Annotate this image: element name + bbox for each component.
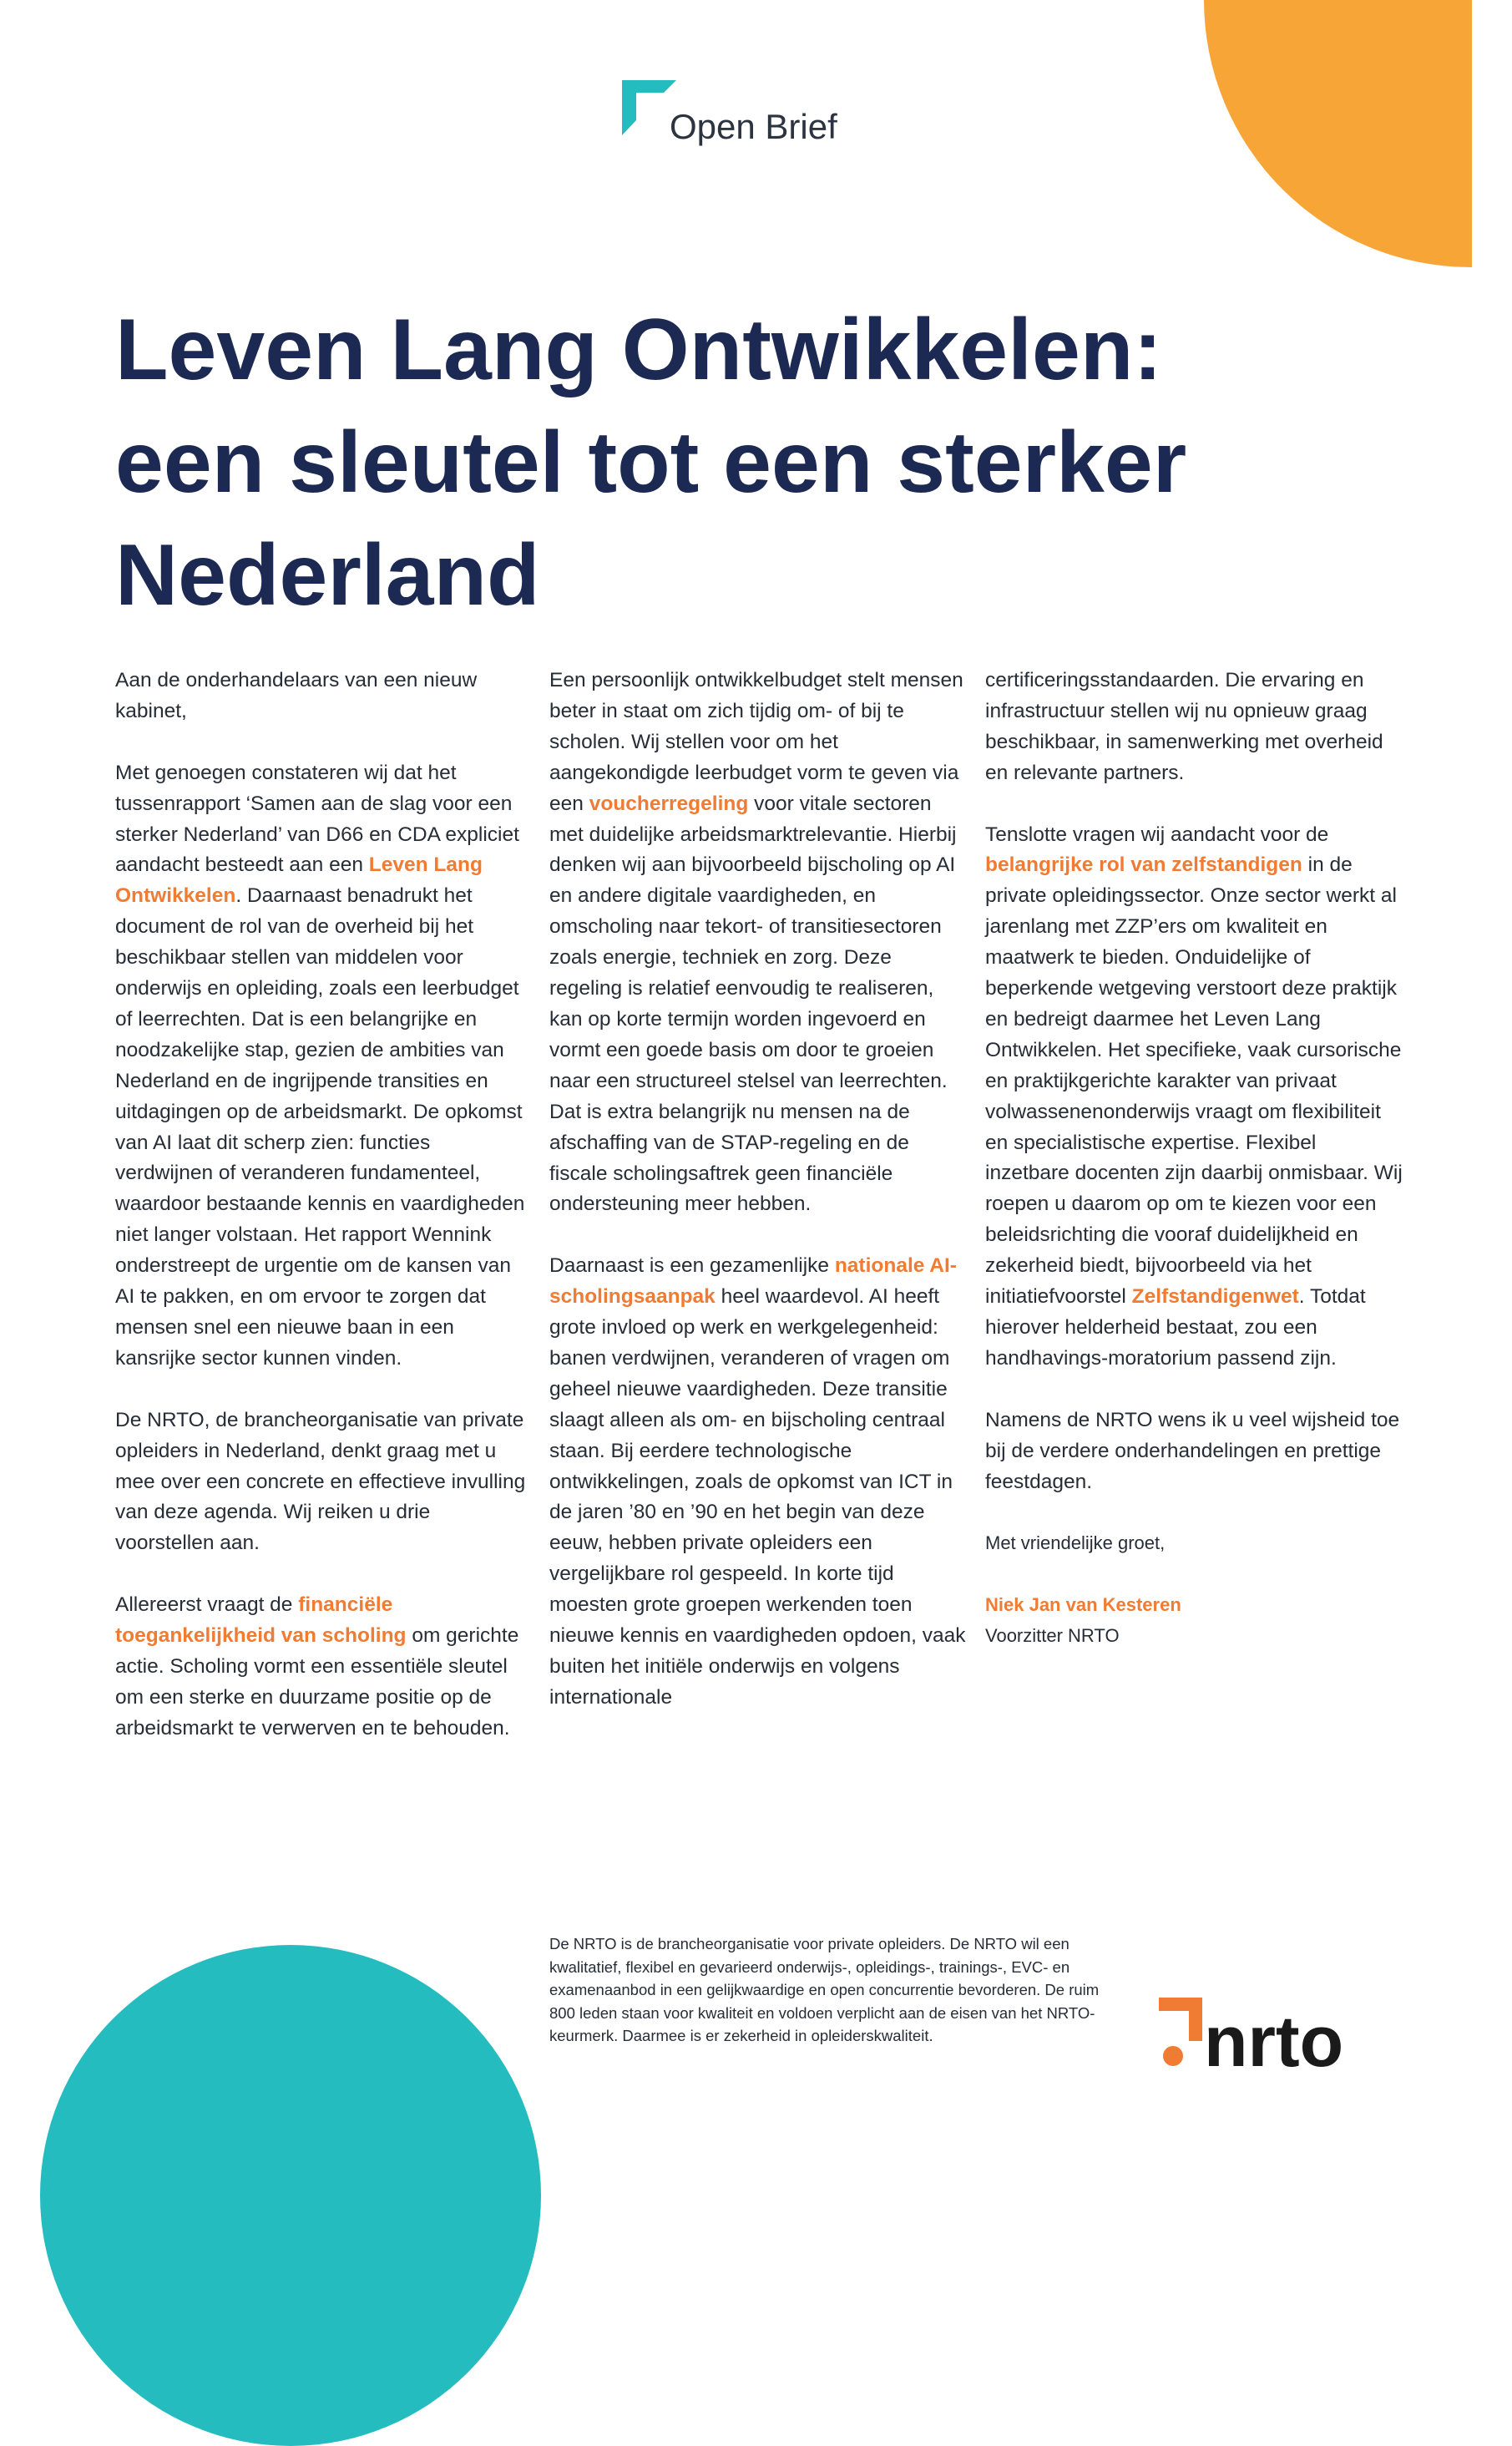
paragraph-text: in de private opleidingssector. Onze sector werkt al jarenlang met ZZP’ers om kwaliteit en maatwerk te bieden. Onduidelijke of beperkende wetgeving verstoort deze praktijk en bedreigt daarmee het Leven Lang Ontwikkelen. Het specifieke, vaak cursorische en praktijkgerichte karakter van privaat volwassenenonderwijs vraagt om flexibiliteit en specialistische expertise. Flexibel inzetbare docenten zijn daarbij onmisbaar. Wij roepen u daarom op om te kiezen voor een beleidsrichting die vooraf duidelijkheid en zekerheid biedt, bijvoorbeeld via het initiatiefvoorstel [985,853,1403,1309]
open-brief-logo-icon [622,80,676,135]
logo-dot-icon [1163,2046,1183,2066]
paragraph-text: Daarnaast is een gezamenlijke [549,1254,830,1278]
paragraph-text: Met genoegen constateren wij dat het tussenrapport ‘Samen aan de slag voor een sterker Nederland’ van D66 en CDA expliciet aandacht besteedt aan een [115,761,519,877]
paragraph-text: Allereerst vraagt de [115,1593,293,1617]
highlight-zelfstandigen: belangrijke rol van zelfstandigen [985,853,1302,877]
logo-corner-icon [1159,1998,1202,2041]
page-title [115,294,1418,632]
title-line-2: een sleutel tot een sterker [115,414,1187,511]
highlight-ai-scholingsaanpak: nationale AI-scholingsaanpak [549,1254,957,1309]
title-line-3: Nederland [115,527,540,624]
orange-circle-decoration [1204,0,1512,267]
paragraph-text: Tenslotte vragen wij aandacht voor de [985,823,1329,846]
highlight-voucherregeling: voucherregeling [589,792,749,815]
highlight-financiele-toegankelijkheid: financiële toegankelijkheid van scholing [115,1593,407,1648]
highlight-leven-lang-ontwikkelen: Leven Lang Ontwikkelen [115,853,483,908]
open-brief-label: Open Brief [670,107,837,146]
paragraph-text: heel waardevol. AI heeft grote invloed op werk en werkgelegenheid: banen verdwijnen, veranderen of vragen om geheel nieuwe vaardigheden. Deze transitie slaagt alleen als om- en bijscholing centraal staan. Bij eerdere technologische ontwikkelingen, zoals de opkomst van ICT in de jaren ’80 en ’90 en het begin van deze eeuw, hebben private opleiders een vergelijkbare rol gespeeld. In korte tijd moesten grote groepen werkenden toen nieuwe kennis en vaardigheden opdoen, vaak buiten het initiële onderwijs en volgens internationale [549,1285,966,1709]
paragraph-nrto: De NRTO, de brancheorganisatie van private opleiders in Nederland, denkt graag met u mee over een concrete en effectieve invulling van deze agenda. Wij reiken u drie voorstellen aan. [115,1408,526,1555]
logo-wordmark: nrto [1204,2002,1344,2073]
paragraph-wishes: Namens de NRTO wens ik u veel wijsheid toe bij de verdere onderhandelingen en prettige feestdagen. [985,1408,1400,1493]
paragraph-text: . Totdat hierover helderheid bestaat, zou een handhavings-moratorium passend zijn. [985,1285,1366,1370]
highlight-zelfstandigenwet: Zelfstandigenwet [1131,1285,1299,1309]
paragraph-text: . Daarnaast benadrukt het document de rol van de overheid bij het beschikbaar stellen van middelen voor onderwijs en opleiding, zoals een leerbudget of leerrechten. Dat is een belangrijke en noodzakelijke stap, gezien de ambities van Nederland en de ingrijpende transities en uitdagingen op de arbeidsmarkt. De opkomst van AI laat dit scherp zien: functies verdwijnen of veranderen fundamenteel, waardoor bestaande kennis en vaardigheden niet langer volstaan. Het rapport Wennink onderstreept de urgentie om de kansen van AI te pakken, en om ervoor te zorgen dat mensen snel een nieuwe baan in een kansrijke sector kunnen vinden. [115,884,525,1370]
paragraph-budget [549,666,967,1220]
signer-role: Voorzitter NRTO [985,1625,1120,1647]
paragraph-intro [115,758,533,1375]
letter-column-3 [985,666,1403,1652]
paragraph-certificering: certificeringsstandaarden. Die ervaring en infrastructuur stellen wij nu opnieuw graag beschikbaar, in samenwerking met overheid en relevante partners. [985,669,1383,784]
title-line-1: Leven Lang Ontwikkelen: [115,301,1163,398]
paragraph-proposal-1 [115,1590,533,1745]
signer-name: Niek Jan van Kesteren [985,1594,1181,1616]
closing-greeting: Met vriendelijke groet, [985,1532,1166,1554]
nrto-logo [1159,1998,1401,2073]
paragraph-text: Een persoonlijk ontwikkelbudget stelt mensen beter in staat om zich tijdig om- of bij te scholen. Wij stellen voor om het aangekondigde leerbudget vorm te geven via een [549,669,963,815]
salutation: Aan de onderhandelaars van een nieuw kabinet, [115,669,478,722]
paragraph-proposal-2 [549,1251,967,1714]
teal-circle-decoration [40,1945,541,2446]
paragraph-text: om gerichte actie. Scholing vormt een essentiële sleutel om een sterke en duurzame positie op de arbeidsmarkt te verwerven en te behouden. [115,1624,519,1740]
letter-column-2 [549,666,967,1745]
paragraph-proposal-3 [985,820,1403,1375]
footer-about-nrto: De NRTO is de brancheorganisatie voor private opleiders. De NRTO wil een kwalitatief, flexibel en gevarieerd onderwijs-, opleidings-, trainings-, EVC- en examenaanbod in een gelijkwaardige en open concurrentie bevorderen. De ruim 800 leden staan voor kwaliteit en voldoen verplicht aan de eisen van het NRTO-keurmerk. Daarmee is er zekerheid in opleiderskwaliteit. [549,1935,1100,2044]
letter-column-1 [115,666,533,1775]
page-edge-strip [1472,0,1512,276]
paragraph-text: voor vitale sectoren met duidelijke arbeidsmarktrelevantie. Hierbij denken wij aan bijvoorbeeld bijscholing op AI en andere digitale vaardigheden, en omscholing naar tekort- of transitiesectoren zoals energie, techniek en zorg. Deze regeling is relatief eenvoudig te realiseren, kan op korte termijn worden ingevoerd en vormt een goede basis om door te groeien naar een structureel stelsel van leerrechten. Dat is extra belangrijk nu mensen na de afschaffing van de STAP-regeling en de fiscale scholingsaftrek geen financiële ondersteuning meer hebben. [549,792,957,1216]
